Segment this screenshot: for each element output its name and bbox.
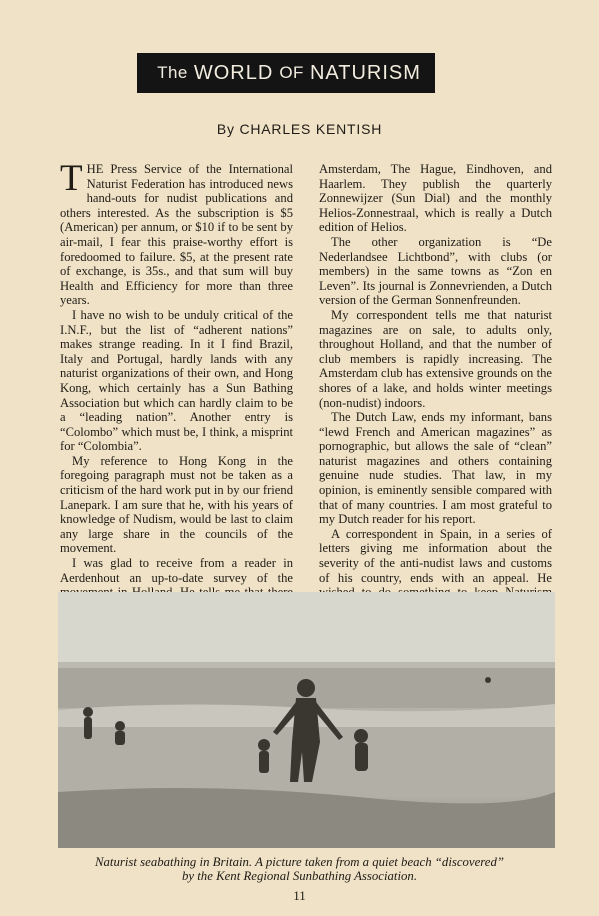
caption-line: Naturist seabathing in Britain. A picture taken from a quiet beach “discovered” [95, 855, 504, 869]
article-column-left [60, 158, 293, 587]
photo-illustration [58, 592, 555, 848]
article-paragraph [60, 158, 293, 308]
article-column-right [319, 162, 552, 587]
title-word-of: OF [279, 63, 304, 82]
title-word-naturism: NATURISM [309, 61, 421, 84]
article-paragraph: I was glad to receive from a reader in Aerdenhout an up-to-date survey of the [60, 556, 293, 585]
title-word-the: The [157, 63, 188, 82]
article-paragraph: My reference to Hong Kong in the foregoing paragraph must not be taken as a criticism of the hard work put in by our friend Lanepark. I am sure that he, with his years of knowledge of Nudism, would be last to claim any large share in the councils of the movement. [60, 453, 293, 556]
article-paragraph: I have no wish to be unduly critical of the I.N.F., but the list of “adherent nations” makes strange reading. In it I find Brazil, Italy and Portugal, hardly lands with any naturist organizations of their own, and Hong Kong, which certainly has a Sun Bathing Association but which can hardly claim to be a “leading nation”. Another entry is “Colombo” which must be, I think, a misprint for “Colombia”. [60, 307, 293, 454]
column-title-banner [137, 53, 435, 93]
article-paragraph: The other organization is “De Nederlandsee Lichtbond”, with clubs (or members) in the same towns as “Zon en Leven”. Its journal is Zonnevrienden, a Dutch version of the German Sonnenfreunden. [319, 234, 552, 308]
byline: By CHARLES KENTISH [216, 121, 383, 137]
page-number: 11 [293, 888, 306, 903]
beach-photograph [58, 592, 555, 848]
article-body [60, 158, 552, 587]
title-word-world: WORLD [193, 61, 274, 84]
article-paragraph: A correspondent in Spain, in a series of letters giving me information about the severity of the anti-nudist laws and customs of his country, ends with an appeal. He [319, 526, 552, 585]
drop-cap: T [60, 158, 83, 199]
photo-caption [40, 855, 559, 883]
article-paragraph: The Dutch Law, ends my informant, bans “lewd French and American magazines” as pornographic, but allows the sale of “clean” naturist magazines and others containing genuine nude studies. That law, in my opinion, is eminently sensible compared with that of many countries. I am most grateful to my Dutch reader for his report. [319, 410, 552, 527]
paragraph-text: HE Press Service of the International Naturist Federation has introduced news hand-outs for nudist publications and others interested. As the subscription is $5 (American) per annum, or $10 if to be sent by air-mail, I fear this praise-worthy effort is foredoomed to failure. $5, at the present rate of exchange, is 35s., and that sum will buy Health and Efficiency for more than three years. [60, 162, 293, 308]
caption-line: by the Kent Regional Sunbathing Association. [181, 869, 418, 883]
article-paragraph: Amsterdam, The Hague, Eindhoven, and Haarlem. They publish the quarterly Zonnewijzer (Sun Dial) and the monthly Helios-Zonnestraal, which is really a Dutch edition of Helios. [319, 162, 552, 235]
article-paragraph: My correspondent tells me that naturist magazines are on sale, to adults only, throughout Holland, and that the number of club members is rapidly increasing. The Amsterdam club has extensive grounds on the shores of a lake, and holds winter meetings (non-nudist) indoors. [319, 307, 552, 410]
